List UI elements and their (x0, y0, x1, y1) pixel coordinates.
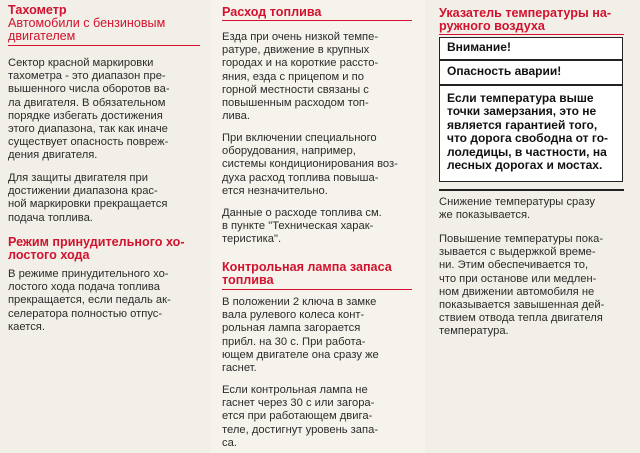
paragraph-lamp-key-position: В положении 2 ключа в замке вала рулевого колеса конт- рольная лампа загорается прибл. на 30 с. При работа- ющем двигателе она сразу же гаснет. (222, 296, 379, 375)
subheading-petrol-engines: Автомобили с бензиновым двигателем (8, 16, 166, 43)
heading-rule (8, 45, 200, 46)
warning-ice-text: Если температура выше точки замерзания, это не является гарантией того, что дорога свободна от го- лоледицы, в частности, на лесных дорогах и мостах. (447, 91, 609, 173)
paragraph-tachometer-red-zone: Сектор красной маркировки тахометра - это диапазон пре- вышенного числа оборотов ва- ла двигателя. В обязательном порядке избегать достижения этого диапазона, так как иначе существует опасность повреж- дения двигателя. (8, 57, 170, 162)
paragraph-engine-protection: Для защиты двигателя при достижении диапазона крас- ной маркировки прекращается подача топлива. (8, 172, 168, 224)
heading-rule (222, 289, 412, 290)
paragraph-lamp-reserve-level: Если контрольная лампа не гаснет через 30 с или загора- ется при работающем двига- теле, достигнут уровень запа- са. (222, 384, 379, 449)
warning-divider (440, 59, 622, 61)
warning-accident-danger: Опасность аварии! (447, 64, 562, 78)
paragraph-temp-drop: Снижение температуры сразу же показывается. (439, 196, 595, 222)
warning-box (439, 37, 623, 182)
heading-fuel-consumption: Расход топлива (222, 5, 322, 19)
heading-outside-temperature: Указатель температуры на- ружного воздуха (439, 6, 612, 33)
heading-rule (439, 34, 624, 35)
paragraph-fuel-consumption: Езда при очень низкой темпе- ратуре, движение в крупных городах и на короткие рассто- яния, езда с прицепом и по горной местности связаны с повышенным расходом топ- лива. (222, 31, 379, 123)
heading-rule (222, 20, 412, 21)
paragraph-temp-rise: Повышение температуры пока- зывается с выдержкой време- ни. Этим обеспечивается то, что при останове или медлен- ном движении автомобиля не показывается завышенная дей- ствием отвода тепла двигателя температура. (439, 233, 605, 338)
paragraph-special-equipment: При включении специального оборудования, например, системы кондиционирования воз- духа расход топлива повыша- ется незначительно. (222, 132, 398, 197)
paragraph-spec-reference: Данные о расходе топлива см. в пункте "Техническая харак- теристика". (222, 207, 382, 246)
paragraph-overrun-mode: В режиме принудительного хо- лостого хода подача топлива прекращается, если педаль ак- селератора полностью отпус- кается. (8, 268, 171, 333)
heading-tachometer: Тахометр (8, 3, 67, 17)
warning-divider (440, 84, 622, 86)
heading-fuel-reserve-lamp: Контрольная лампа запаса топлива (222, 260, 392, 287)
divider-rule (439, 189, 624, 191)
heading-overrun-mode: Режим принудительного хо- лостого хода (8, 235, 185, 262)
warning-title: Внимание! (447, 40, 511, 54)
